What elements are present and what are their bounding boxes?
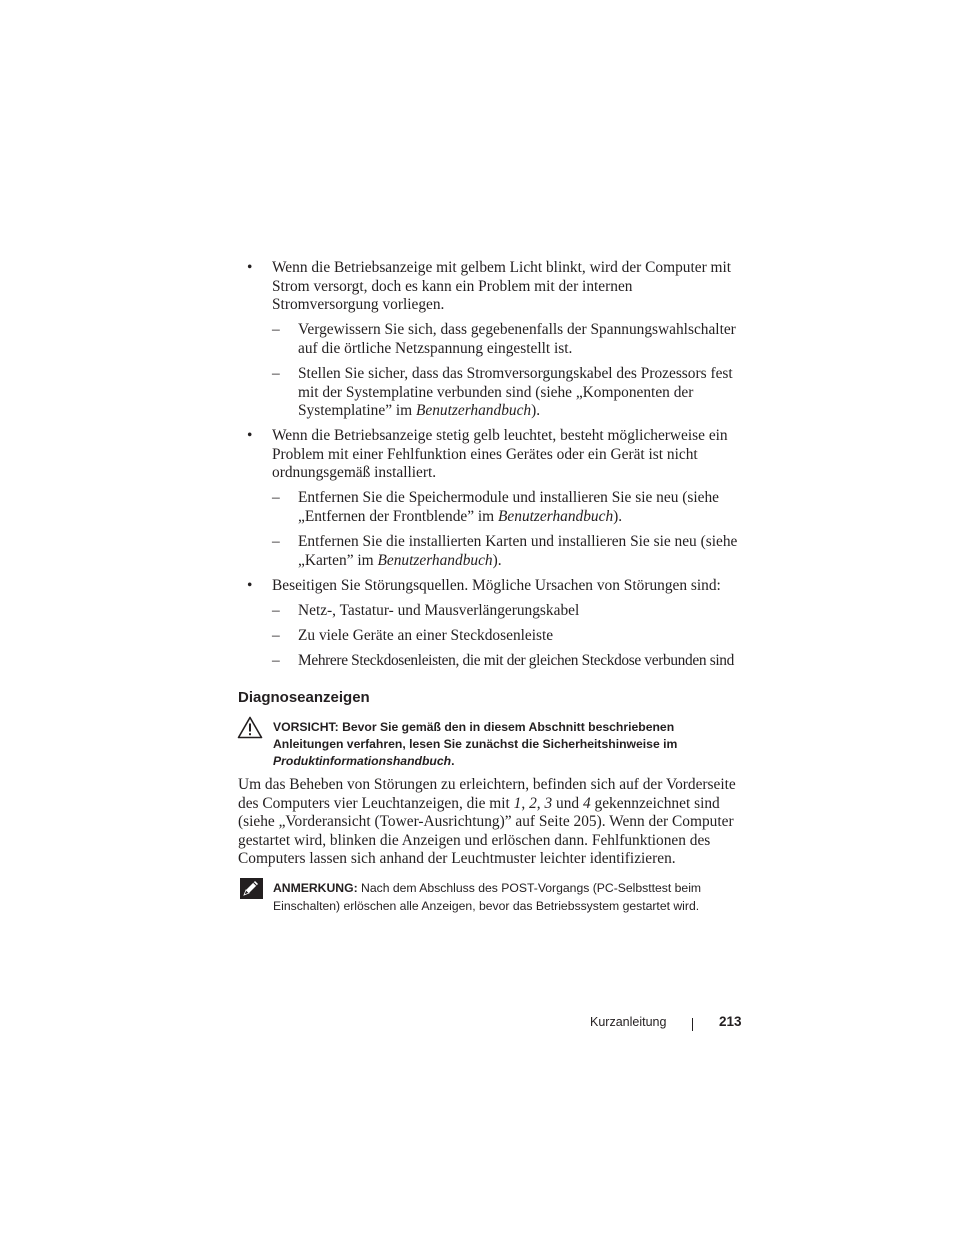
sub-item: Entfernen Sie die Speichermodule und installieren Sie sie neu (siehe „Entfernen der Frontblende” im Benutzerhandbuch).: [298, 489, 719, 525]
bullet-item: Beseitigen Sie Störungsquellen. Mögliche Ursachen von Störungen sind:: [272, 577, 721, 594]
section-heading: Diagnoseanzeigen: [238, 689, 370, 706]
dash-marker: –: [272, 627, 280, 644]
bullet-item: Wenn die Betriebsanzeige mit gelbem Licht blinkt, wird der Computer mit Strom versorgt, doch es kann ein Problem mit der internen Stromversorgung vorliegen.: [272, 259, 732, 314]
sub-item: Entfernen Sie die installierten Karten und installieren Sie sie neu (siehe „Karten” im Benutzerhandbuch).: [298, 533, 738, 569]
dash-marker: –: [272, 533, 280, 550]
sub-item: Vergewissern Sie sich, dass gegebenenfalls der Spannungswahlschalter auf die örtliche Netzspannung eingestellt ist.: [298, 321, 736, 357]
footer-divider: [692, 1018, 693, 1031]
sub-item: Zu viele Geräte an einer Steckdosenleiste: [298, 627, 554, 644]
dash-marker: –: [272, 652, 280, 669]
sub-item: Netz-, Tastatur- und Mausverlängerungskabel: [298, 602, 580, 619]
footer-section-title: Kurzanleitung: [590, 1015, 667, 1029]
bullet-marker: •: [247, 259, 253, 276]
caution-label: VORSICHT:: [273, 720, 339, 734]
note-notice: ANMERKUNG: Nach dem Abschluss des POST-Vorgangs (PC-Selbsttest beim Einschalten) erlöschen alle Anzeigen, bevor das Betriebssystem gestartet wird.: [273, 881, 702, 913]
dash-marker: –: [272, 365, 280, 382]
sub-item: Mehrere Steckdosenleisten, die mit der gleichen Steckdose verbunden sind: [298, 652, 734, 669]
bullet-marker: •: [247, 577, 253, 594]
body-paragraph: Um das Beheben von Störungen zu erleichtern, befinden sich auf der Vorderseite des Computers vier Leuchtanzeigen, die mit 1, 2, 3 und 4 gekennzeichnet sind (siehe „Vorderansicht (Tower-Ausrichtung)” auf Seite 205). Wenn der Computer gestartet wird, blinken die Anzeigen und erlöschen dann. Fehlfunktionen des Computers lassen sich anhand der Leuchtmuster leichter identifizieren.: [238, 776, 736, 868]
dash-marker: –: [272, 321, 280, 338]
caution-notice: VORSICHT: Bevor Sie gemäß den in diesem Abschnitt beschriebenen Anleitungen verfahren, lesen Sie zunächst die Sicherheitshinweise im Produktinformationshandbuch.: [273, 720, 678, 768]
note-label: ANMERKUNG:: [273, 881, 358, 895]
warning-triangle-icon: [237, 716, 263, 739]
page-number: 213: [719, 1014, 742, 1029]
dash-marker: –: [272, 602, 280, 619]
sub-item: Stellen Sie sicher, dass das Stromversorgungskabel des Prozessors fest mit der Systemplatine verbunden sind (siehe „Komponenten der Systemplatine” im Benutzerhandbuch).: [298, 365, 733, 420]
dash-marker: –: [272, 489, 280, 506]
bullet-item: Wenn die Betriebsanzeige stetig gelb leuchtet, besteht möglicherweise ein Problem mit einer Fehlfunktion eines Gerätes oder ein Gerät ist nicht ordnungsgemäß installiert.: [272, 427, 728, 482]
pencil-note-icon: [240, 878, 263, 899]
bullet-marker: •: [247, 427, 253, 444]
